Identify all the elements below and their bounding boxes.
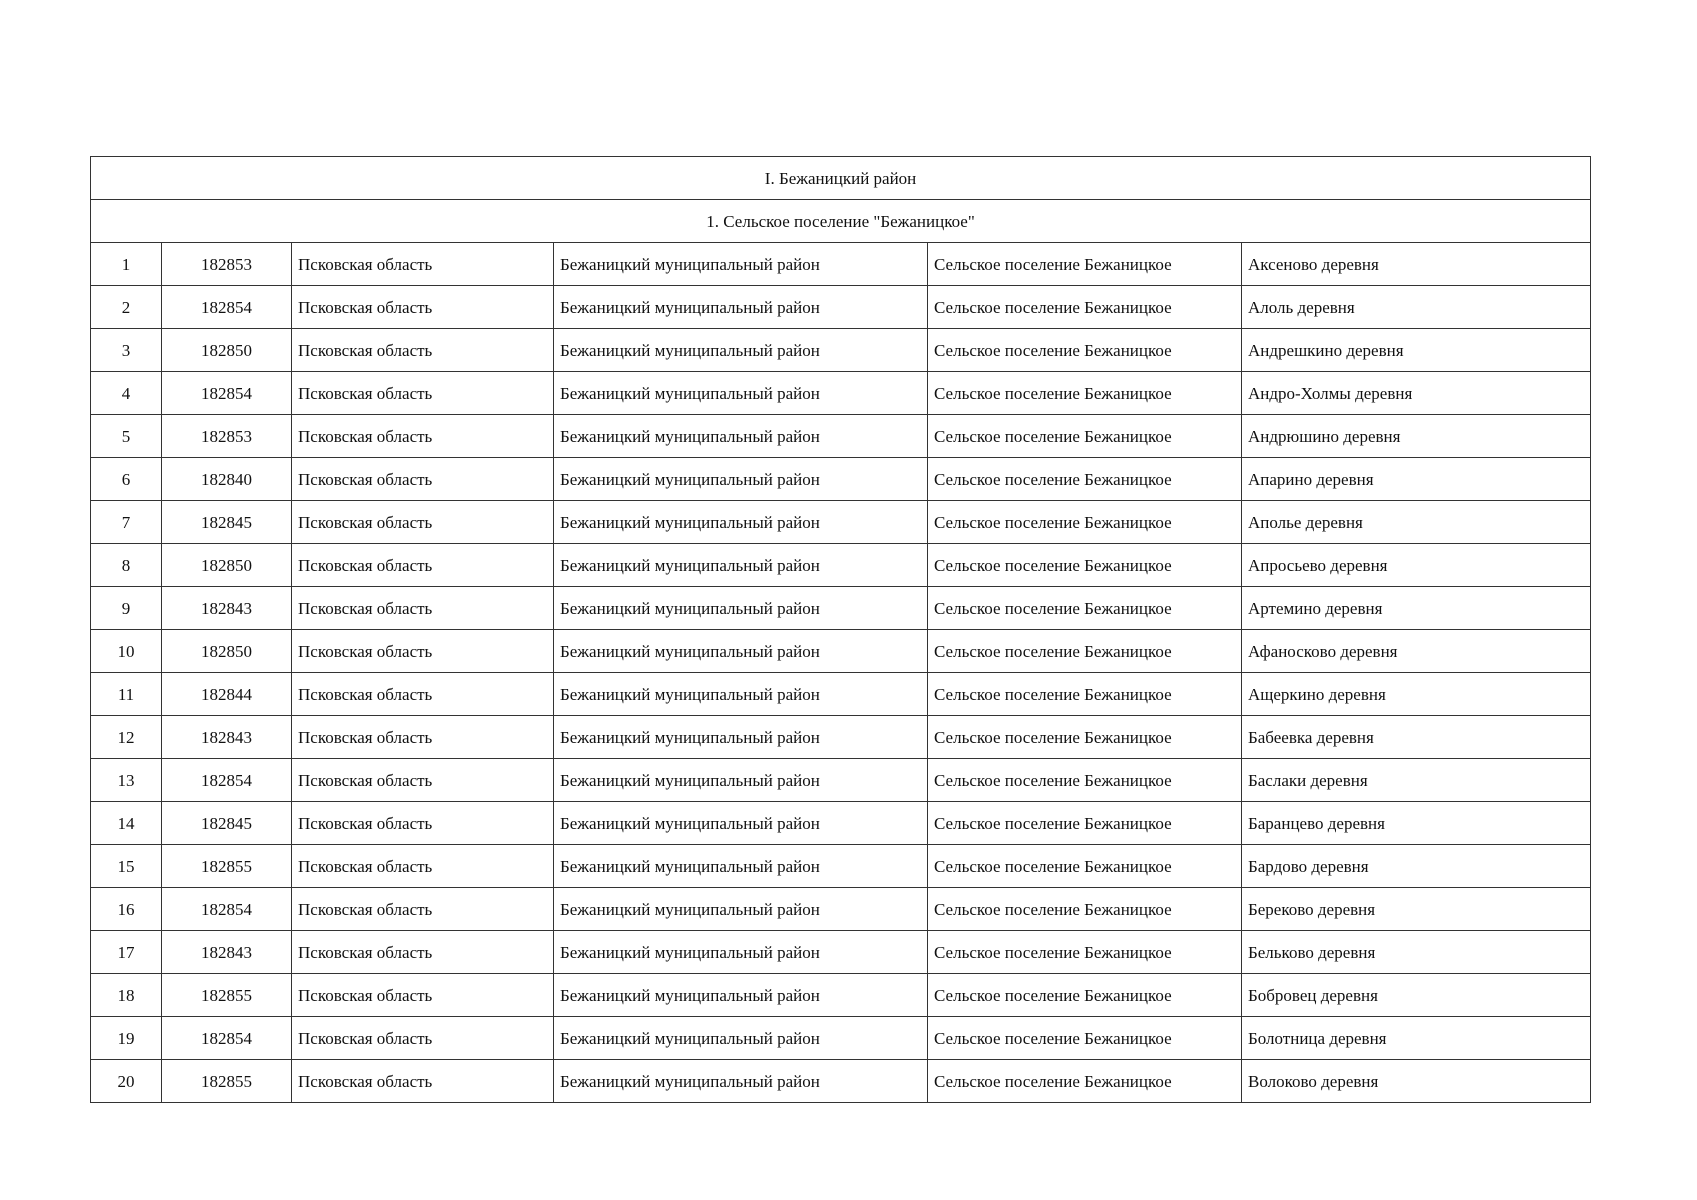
locality-cell: Апарино деревня [1242,458,1591,501]
table-row [91,458,1591,501]
postal-index-cell: 182854 [162,286,292,329]
region-cell: Псковская область [292,673,554,716]
region-cell: Псковская область [292,544,554,587]
settlement-cell: Сельское поселение Бежаницкое [928,243,1242,286]
postal-index-cell: 182843 [162,931,292,974]
table-row [91,587,1591,630]
table-row [91,673,1591,716]
district-cell: Бежаницкий муниципальный район [554,673,928,716]
row-number-cell: 15 [91,845,162,888]
locality-table [90,156,1591,1103]
row-number-cell: 12 [91,716,162,759]
row-number-cell: 8 [91,544,162,587]
settlement-cell: Сельское поселение Бежаницкое [928,845,1242,888]
table-row [91,716,1591,759]
locality-cell: Аполье деревня [1242,501,1591,544]
row-number-cell: 10 [91,630,162,673]
region-cell: Псковская область [292,1017,554,1060]
district-cell: Бежаницкий муниципальный район [554,286,928,329]
row-number-cell: 6 [91,458,162,501]
locality-cell: Болотница деревня [1242,1017,1591,1060]
settlement-cell: Сельское поселение Бежаницкое [928,372,1242,415]
locality-cell: Ащеркино деревня [1242,673,1591,716]
region-cell: Псковская область [292,888,554,931]
settlement-heading-row [91,200,1591,243]
row-number-cell: 7 [91,501,162,544]
district-heading-row [91,157,1591,200]
table-row [91,501,1591,544]
locality-cell: Андрешкино деревня [1242,329,1591,372]
row-number-cell: 5 [91,415,162,458]
settlement-heading: 1. Сельское поселение "Бежаницкое" [91,200,1591,243]
locality-cell: Волоково деревня [1242,1060,1591,1103]
locality-cell: Аксеново деревня [1242,243,1591,286]
district-cell: Бежаницкий муниципальный район [554,716,928,759]
district-cell: Бежаницкий муниципальный район [554,243,928,286]
postal-index-cell: 182840 [162,458,292,501]
district-cell: Бежаницкий муниципальный район [554,544,928,587]
table-row [91,243,1591,286]
row-number-cell: 4 [91,372,162,415]
region-cell: Псковская область [292,501,554,544]
district-cell: Бежаницкий муниципальный район [554,1060,928,1103]
postal-index-cell: 182844 [162,673,292,716]
district-heading: I. Бежаницкий район [91,157,1591,200]
district-cell: Бежаницкий муниципальный район [554,415,928,458]
locality-cell: Баслаки деревня [1242,759,1591,802]
locality-cell: Бобровец деревня [1242,974,1591,1017]
table-row [91,888,1591,931]
settlement-cell: Сельское поселение Бежаницкое [928,1017,1242,1060]
region-cell: Псковская область [292,329,554,372]
district-cell: Бежаницкий муниципальный район [554,802,928,845]
settlement-cell: Сельское поселение Бежаницкое [928,673,1242,716]
settlement-cell: Сельское поселение Бежаницкое [928,1060,1242,1103]
postal-index-cell: 182850 [162,544,292,587]
settlement-cell: Сельское поселение Бежаницкое [928,974,1242,1017]
postal-index-cell: 182855 [162,845,292,888]
postal-index-cell: 182843 [162,716,292,759]
district-cell: Бежаницкий муниципальный район [554,630,928,673]
table-row [91,329,1591,372]
district-cell: Бежаницкий муниципальный район [554,329,928,372]
settlement-cell: Сельское поселение Бежаницкое [928,716,1242,759]
postal-index-cell: 182855 [162,1060,292,1103]
settlement-cell: Сельское поселение Бежаницкое [928,802,1242,845]
postal-index-cell: 182855 [162,974,292,1017]
district-cell: Бежаницкий муниципальный район [554,974,928,1017]
table-body [91,157,1591,1103]
row-number-cell: 20 [91,1060,162,1103]
locality-cell: Апросьево деревня [1242,544,1591,587]
postal-index-cell: 182845 [162,802,292,845]
postal-index-cell: 182854 [162,888,292,931]
settlement-cell: Сельское поселение Бежаницкое [928,415,1242,458]
table-row [91,759,1591,802]
row-number-cell: 19 [91,1017,162,1060]
row-number-cell: 16 [91,888,162,931]
table-row [91,931,1591,974]
region-cell: Псковская область [292,458,554,501]
region-cell: Псковская область [292,630,554,673]
region-cell: Псковская область [292,372,554,415]
district-cell: Бежаницкий муниципальный район [554,759,928,802]
region-cell: Псковская область [292,587,554,630]
table-row [91,1017,1591,1060]
table-row [91,1060,1591,1103]
settlement-cell: Сельское поселение Бежаницкое [928,630,1242,673]
table-row [91,802,1591,845]
row-number-cell: 2 [91,286,162,329]
settlement-cell: Сельское поселение Бежаницкое [928,286,1242,329]
district-cell: Бежаницкий муниципальный район [554,845,928,888]
region-cell: Псковская область [292,974,554,1017]
row-number-cell: 3 [91,329,162,372]
district-cell: Бежаницкий муниципальный район [554,888,928,931]
locality-cell: Афаносково деревня [1242,630,1591,673]
table-row [91,630,1591,673]
settlement-cell: Сельское поселение Бежаницкое [928,759,1242,802]
district-cell: Бежаницкий муниципальный район [554,501,928,544]
locality-cell: Баранцево деревня [1242,802,1591,845]
postal-index-cell: 182854 [162,372,292,415]
table-row [91,286,1591,329]
settlement-cell: Сельское поселение Бежаницкое [928,329,1242,372]
locality-cell: Андрюшино деревня [1242,415,1591,458]
row-number-cell: 13 [91,759,162,802]
region-cell: Псковская область [292,802,554,845]
locality-cell: Береково деревня [1242,888,1591,931]
postal-index-cell: 182854 [162,1017,292,1060]
row-number-cell: 17 [91,931,162,974]
region-cell: Псковская область [292,1060,554,1103]
row-number-cell: 11 [91,673,162,716]
settlement-cell: Сельское поселение Бежаницкое [928,544,1242,587]
table-row [91,415,1591,458]
settlement-cell: Сельское поселение Бежаницкое [928,587,1242,630]
region-cell: Псковская область [292,415,554,458]
settlement-cell: Сельское поселение Бежаницкое [928,888,1242,931]
district-cell: Бежаницкий муниципальный район [554,1017,928,1060]
row-number-cell: 1 [91,243,162,286]
postal-index-cell: 182850 [162,329,292,372]
postal-index-cell: 182843 [162,587,292,630]
table-row [91,544,1591,587]
row-number-cell: 18 [91,974,162,1017]
postal-index-cell: 182853 [162,243,292,286]
region-cell: Псковская область [292,716,554,759]
locality-cell: Андро-Холмы деревня [1242,372,1591,415]
district-cell: Бежаницкий муниципальный район [554,372,928,415]
locality-cell: Бельково деревня [1242,931,1591,974]
settlement-cell: Сельское поселение Бежаницкое [928,458,1242,501]
table-row [91,974,1591,1017]
settlement-cell: Сельское поселение Бежаницкое [928,501,1242,544]
locality-cell: Алоль деревня [1242,286,1591,329]
region-cell: Псковская область [292,845,554,888]
row-number-cell: 14 [91,802,162,845]
district-cell: Бежаницкий муниципальный район [554,587,928,630]
row-number-cell: 9 [91,587,162,630]
settlement-cell: Сельское поселение Бежаницкое [928,931,1242,974]
postal-index-cell: 182854 [162,759,292,802]
locality-cell: Бабеевка деревня [1242,716,1591,759]
region-cell: Псковская область [292,931,554,974]
postal-index-cell: 182850 [162,630,292,673]
district-cell: Бежаницкий муниципальный район [554,931,928,974]
district-cell: Бежаницкий муниципальный район [554,458,928,501]
region-cell: Псковская область [292,286,554,329]
postal-index-cell: 182845 [162,501,292,544]
region-cell: Псковская область [292,759,554,802]
locality-cell: Артемино деревня [1242,587,1591,630]
table-row [91,372,1591,415]
locality-cell: Бардово деревня [1242,845,1591,888]
table-row [91,845,1591,888]
region-cell: Псковская область [292,243,554,286]
postal-index-cell: 182853 [162,415,292,458]
